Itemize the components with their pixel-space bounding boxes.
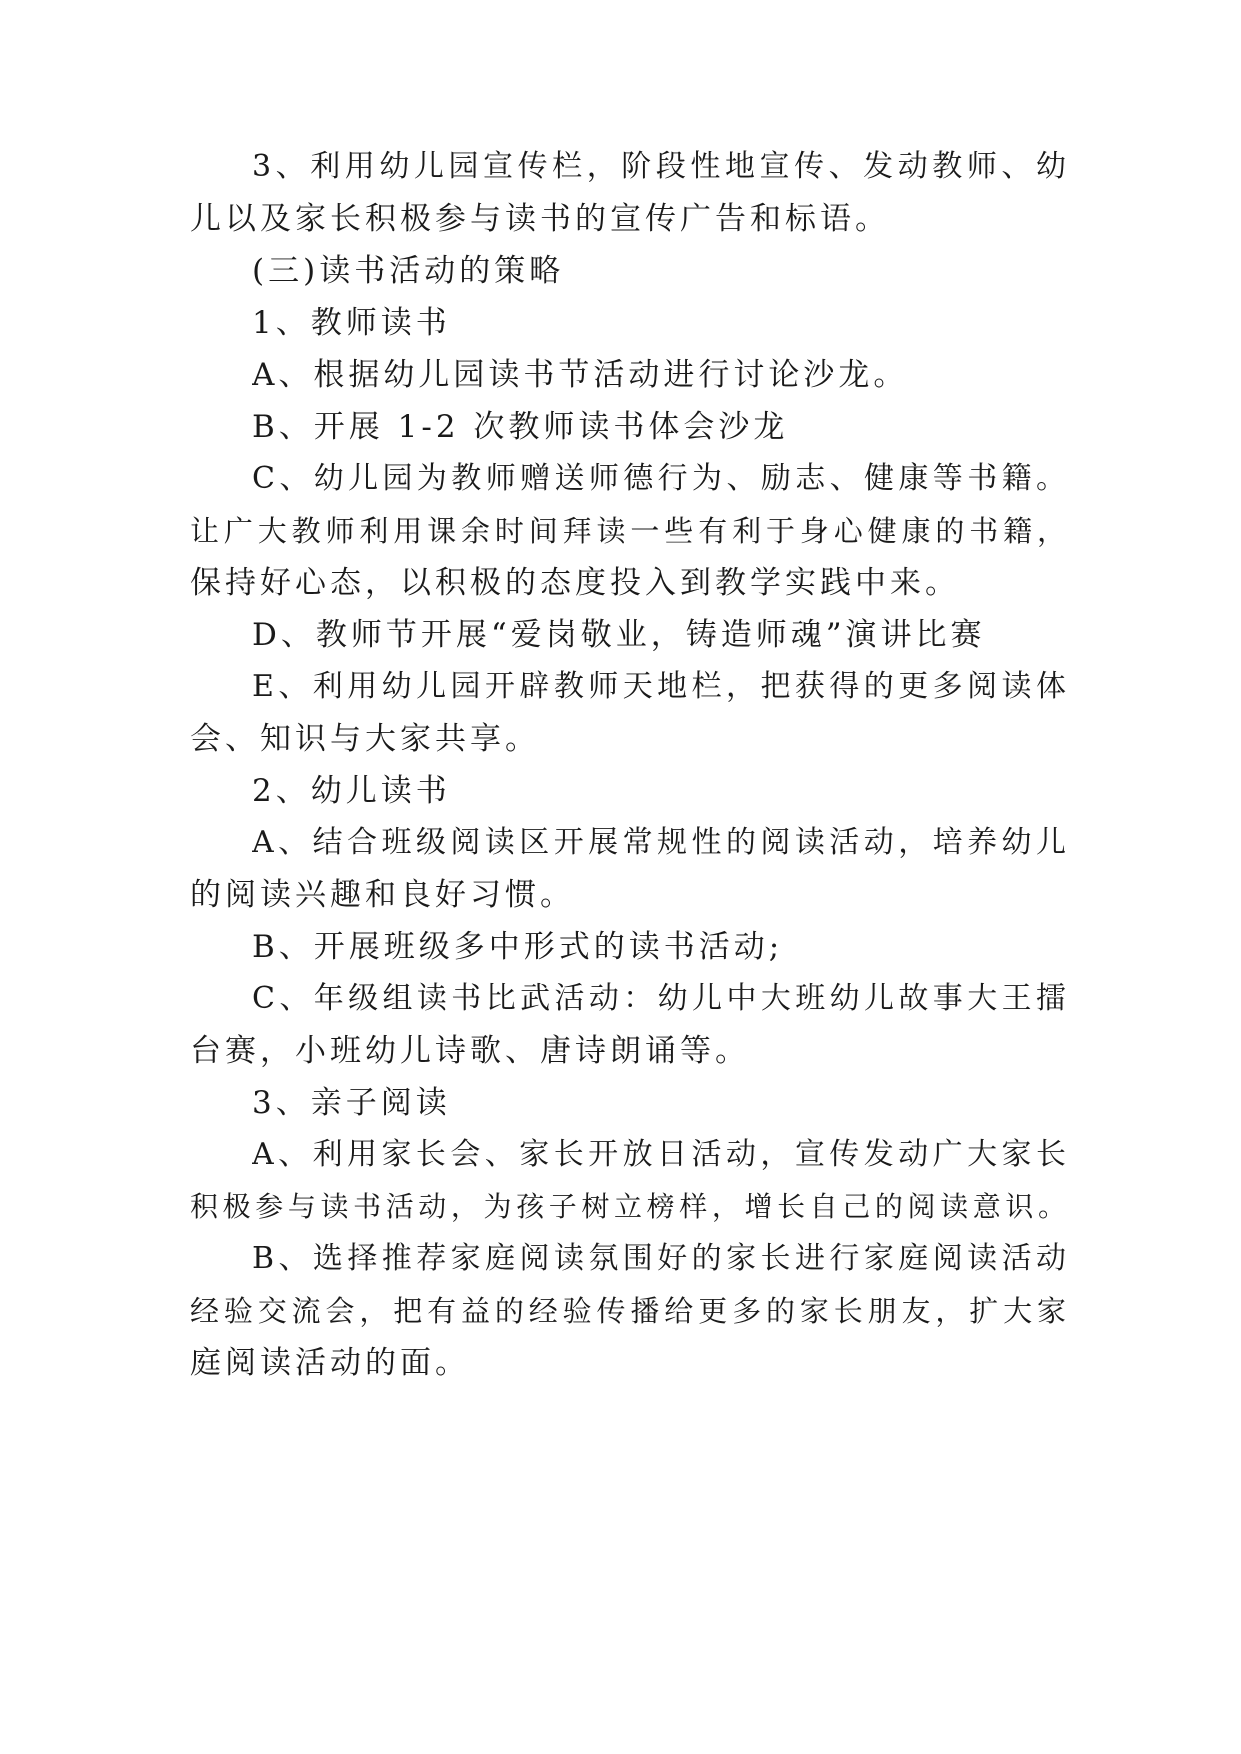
subheading-child-reading: 2、幼儿读书 [252, 773, 451, 809]
section-heading-strategy: (三)读书活动的策略 [252, 253, 565, 289]
paragraph-child-c-line-1: C、年级组读书比武活动：幼儿中大班幼儿故事大王擂 [252, 981, 1070, 1016]
paragraph-child-c-line-2: 台赛，小班幼儿诗歌、唐诗朗诵等。 [190, 1033, 750, 1069]
paragraph-teacher-e-line-2: 会、知识与大家共享。 [190, 721, 540, 757]
paragraph-parent-b-line-1: B、选择推荐家庭阅读氛围好的家长进行家庭阅读活动 [252, 1241, 1070, 1276]
paragraph-teacher-c-line-1: C、幼儿园为教师赠送师德行为、励志、健康等书籍。 [252, 461, 1070, 496]
paragraph-child-a-line-2: 的阅读兴趣和良好习惯。 [190, 877, 575, 913]
paragraph-child-a-line-1: A、结合班级阅读区开展常规性的阅读活动，培养幼儿 [252, 825, 1070, 860]
paragraph-child-b: B、开展班级多中形式的读书活动; [252, 929, 784, 965]
paragraph-teacher-d: D、教师节开展“爱岗敬业，铸造师魂”演讲比赛 [252, 617, 986, 653]
paragraph-parent-b-line-3: 庭阅读活动的面。 [190, 1345, 470, 1381]
paragraph-1-line-1: 3、利用幼儿园宣传栏，阶段性地宣传、发动教师、幼 [252, 149, 1070, 184]
paragraph-teacher-b: B、开展 1-2 次教师读书体会沙龙 [252, 409, 789, 445]
paragraph-teacher-c-line-2: 让广大教师利用课余时间拜读一些有利于身心健康的书籍， [190, 514, 1070, 548]
paragraph-teacher-e-line-1: E、利用幼儿园开辟教师天地栏，把获得的更多阅读体 [252, 669, 1070, 704]
paragraph-parent-a-line-1: A、利用家长会、家长开放日活动，宣传发动广大家长 [252, 1137, 1070, 1172]
paragraph-parent-b-line-2: 经验交流会，把有益的经验传播给更多的家长朋友，扩大家 [190, 1294, 1070, 1328]
paragraph-1-line-2: 儿以及家长积极参与读书的宣传广告和标语。 [190, 201, 890, 237]
paragraph-teacher-c-line-3: 保持好心态，以积极的态度投入到教学实践中来。 [190, 565, 960, 601]
subheading-parent-child-reading: 3、亲子阅读 [252, 1085, 451, 1121]
paragraph-teacher-a: A、根据幼儿园读书节活动进行讨论沙龙。 [252, 357, 909, 393]
paragraph-parent-a-line-2: 积极参与读书活动，为孩子树立榜样，增长自己的阅读意识。 [190, 1190, 1070, 1223]
subheading-teacher-reading: 1、教师读书 [252, 305, 451, 341]
